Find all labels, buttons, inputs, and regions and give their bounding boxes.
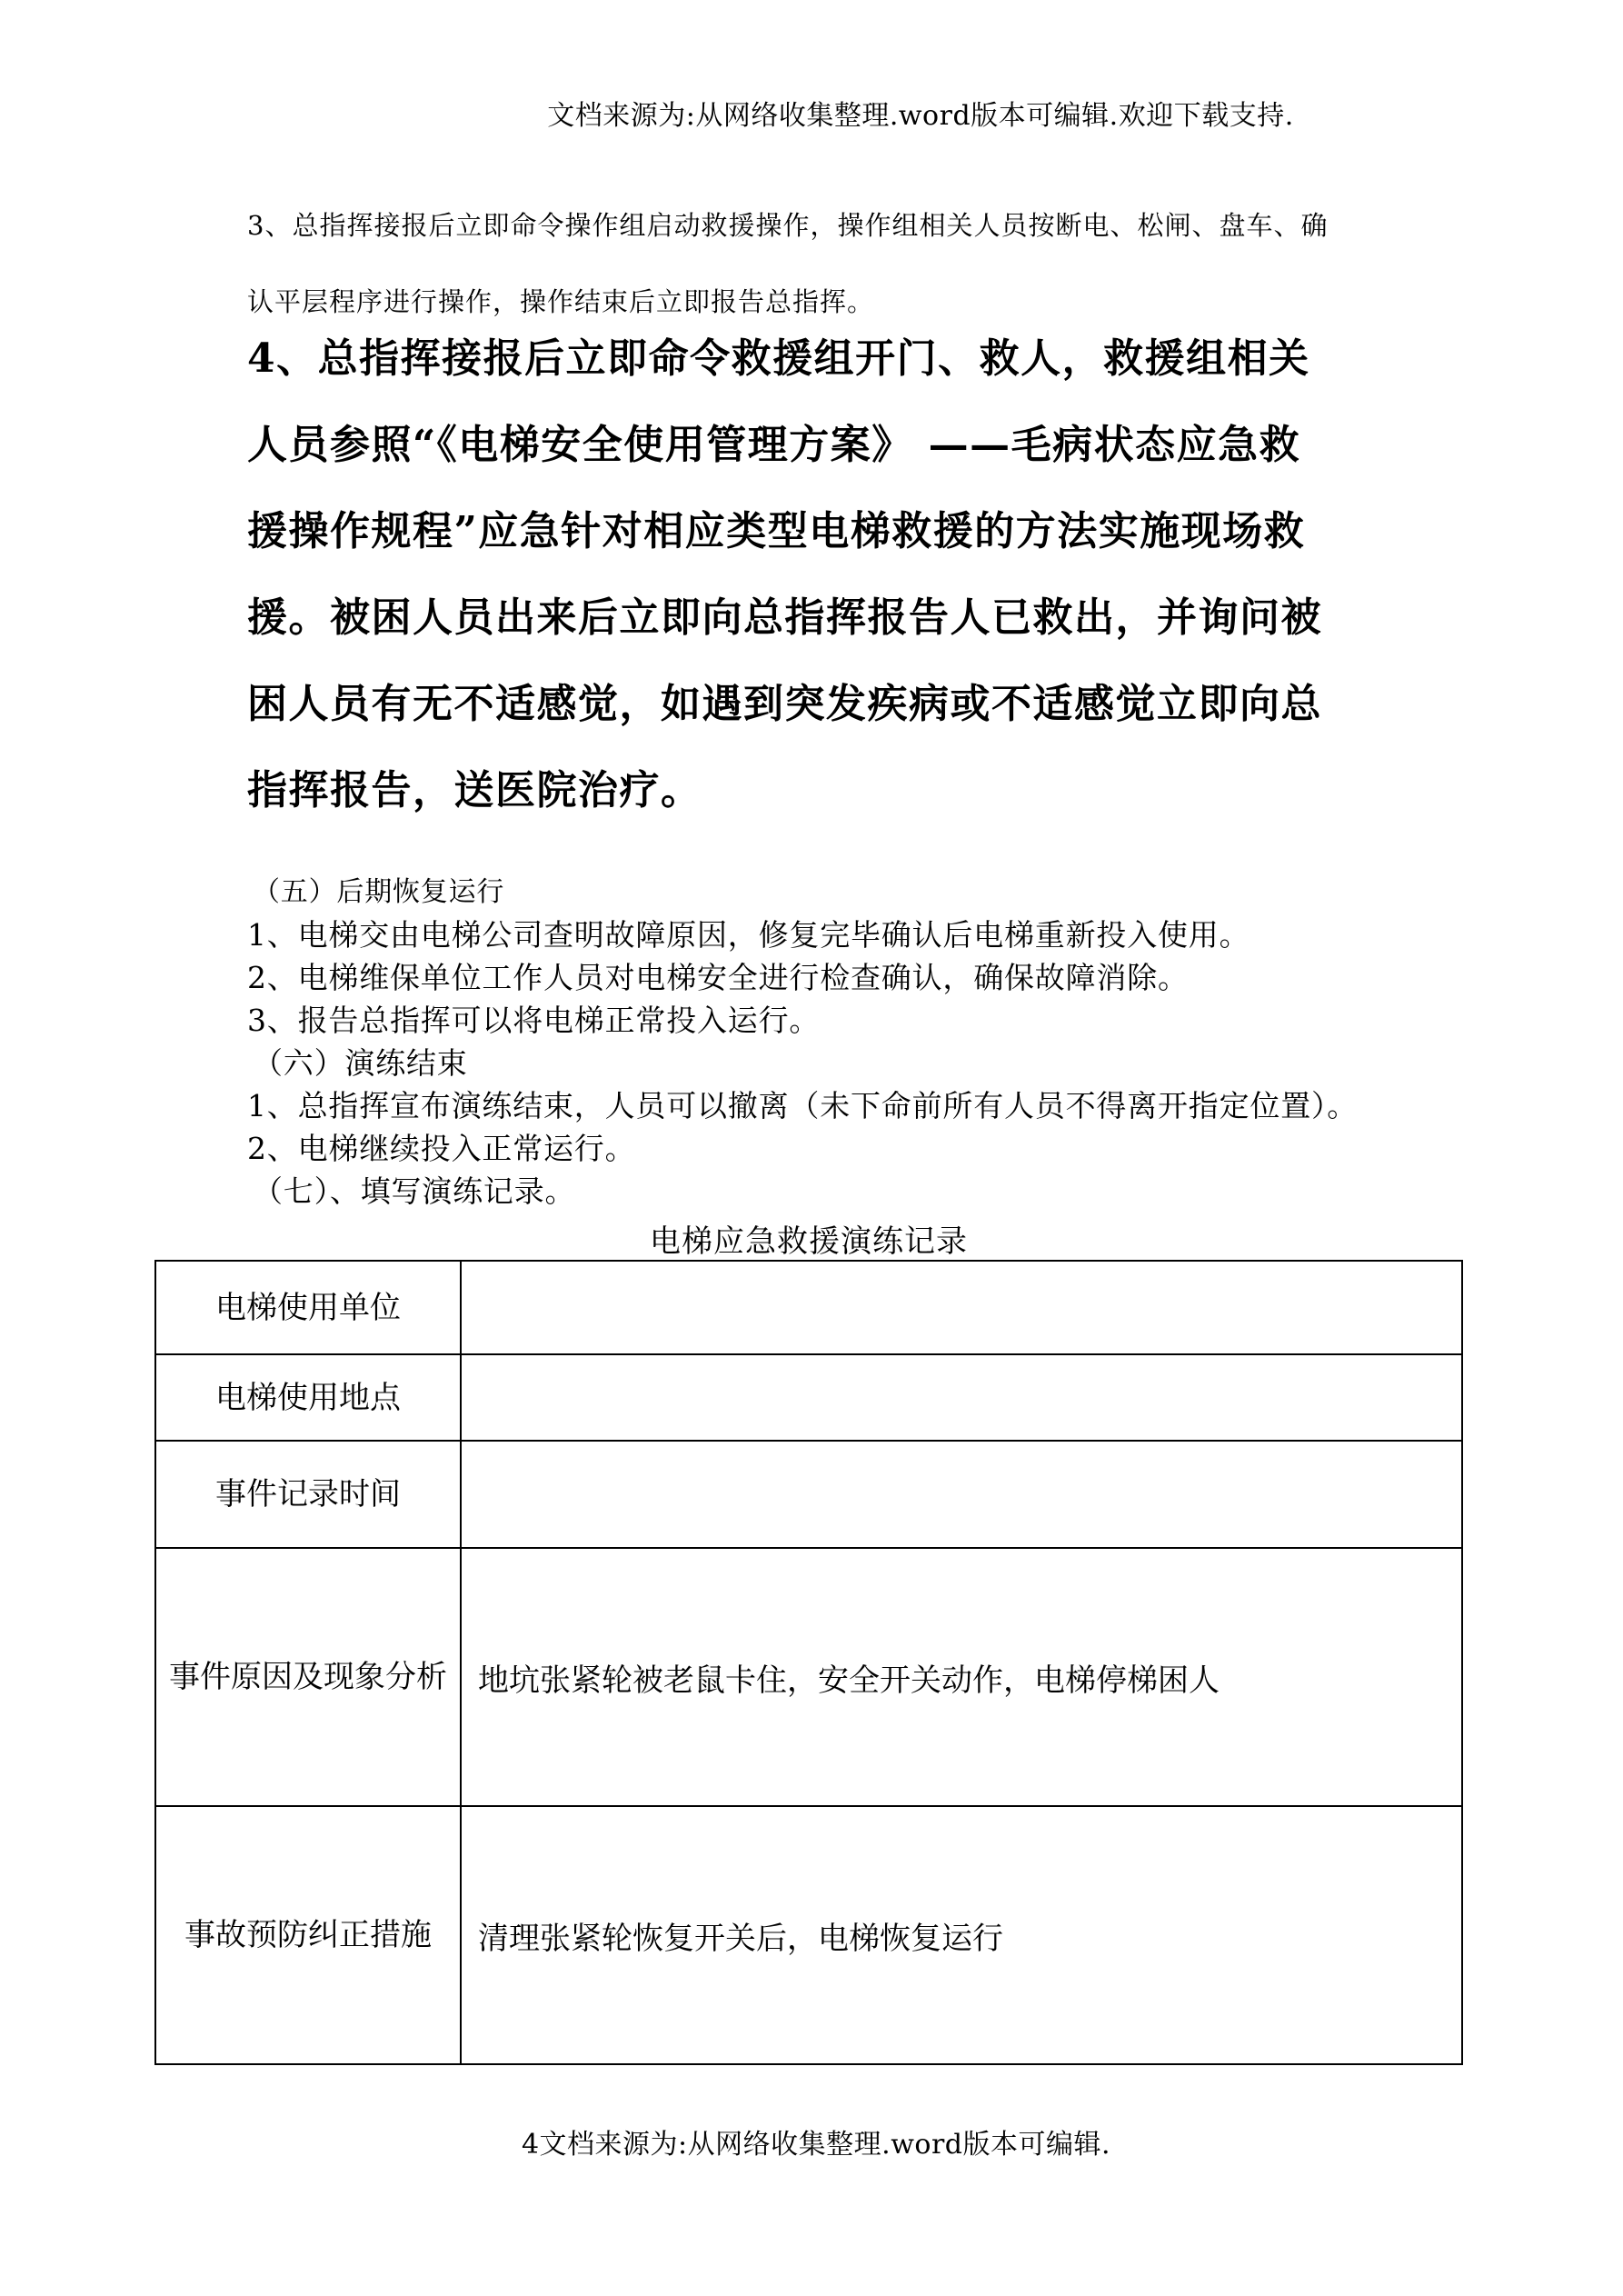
step3-line-1: 3、总指挥接报后立即命令操作组启动救援操作，操作组相关人员按断电、松闸、盘车、确: [247, 210, 1329, 241]
row-value: 清理张紧轮恢复开关后，电梯恢复运行: [461, 1806, 1462, 2064]
list-item: 1、电梯交由电梯公司查明故障原因，修复完毕确认后电梯重新投入使用。: [247, 917, 1250, 953]
recovery-section: [247, 871, 1429, 1213]
table-row: [155, 1806, 1462, 2064]
step4-paragraph: [247, 315, 1401, 834]
step3-line-2: 认平层程序进行操作，操作结束后立即报告总指挥。: [247, 286, 875, 317]
table-row: [155, 1548, 1462, 1806]
header-note: 文档来源为:从网络收集整理.word版本可编辑.欢迎下载支持.: [547, 100, 1294, 132]
step4-line: 指挥报告，送医院治疗。: [247, 767, 702, 814]
list-item: 3、报告总指挥可以将电梯正常投入运行。: [247, 1003, 821, 1038]
step4-line: 援。被困人员出来后立即向总指挥报告人已救出，并询问被: [247, 594, 1322, 641]
row-label: 电梯使用单位: [155, 1261, 461, 1354]
section6-title: （六）演练结束: [253, 1045, 468, 1081]
row-value: 地坑张紧轮被老鼠卡住，安全开关动作，电梯停梯困人: [461, 1548, 1462, 1806]
row-label: 事件记录时间: [155, 1441, 461, 1548]
list-item: 1、总指挥宣布演练结束，人员可以撤离（未下命前所有人员不得离开指定位置）。: [247, 1088, 1359, 1123]
list-item: 2、电梯继续投入正常运行。: [247, 1131, 636, 1166]
row-value: [461, 1354, 1462, 1441]
row-value: [461, 1261, 1462, 1354]
table-row: [155, 1441, 1462, 1548]
list-item: 2、电梯维保单位工作人员对电梯安全进行检查确认，确保故障消除。: [247, 960, 1189, 995]
step4-line: 4、总指挥接报后立即命令救援组开门、救人，救援组相关: [247, 335, 1310, 382]
step4-line: 人员参照“《电梯安全使用管理方案》 ——毛病状态应急救: [247, 422, 1301, 468]
section7-title: （七）、填写演练记录。: [253, 1173, 576, 1209]
table-row: [155, 1261, 1462, 1354]
step4-line: 困人员有无不适感觉，如遇到突发疾病或不适感觉立即向总: [247, 681, 1322, 727]
row-value: [461, 1441, 1462, 1548]
table-title: 电梯应急救援演练记录: [650, 1223, 968, 1260]
drill-record-table: [154, 1260, 1463, 2065]
row-label: 电梯使用地点: [155, 1354, 461, 1441]
footer-note: 4文档来源为:从网络收集整理.word版本可编辑.: [521, 2129, 1111, 2161]
row-label: 事故预防纠正措施: [155, 1806, 461, 2064]
step4-line: 援操作规程”应急针对相应类型电梯救援的方法实施现场救: [247, 508, 1306, 554]
row-label: 事件原因及现象分析: [155, 1548, 461, 1806]
section5-title: （五）后期恢复运行: [253, 876, 505, 908]
table-row: [155, 1354, 1462, 1441]
